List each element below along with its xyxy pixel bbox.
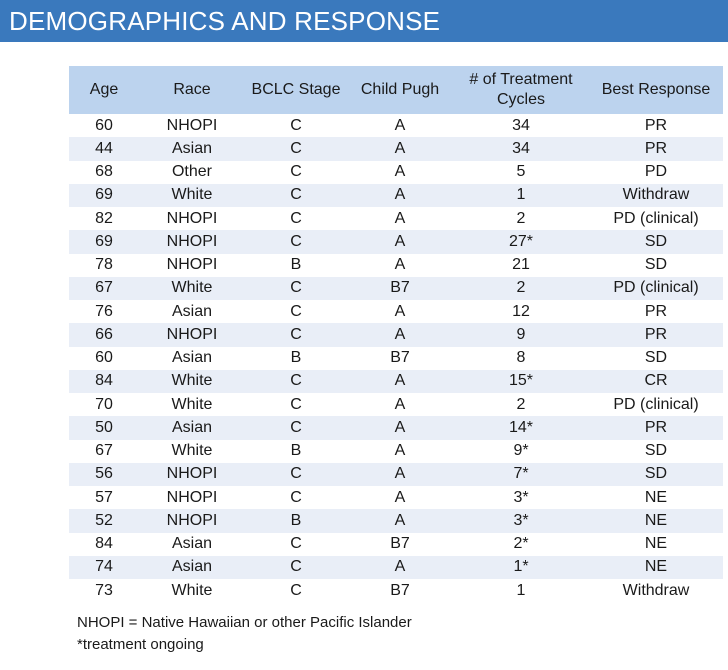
cell-age: 70: [95, 395, 113, 413]
cell-child-pugh: A: [347, 137, 453, 160]
cell-bclc-stage: C: [290, 302, 302, 320]
cell-race: Asian: [171, 349, 213, 367]
cell-bclc-stage: C: [245, 370, 347, 393]
table-row: [69, 370, 723, 393]
cell-age: 84: [95, 535, 113, 553]
cell-child-pugh: A: [394, 488, 406, 506]
column-header-bclc-stage: BCLC Stage: [245, 66, 347, 114]
cell-best-response: SD: [589, 463, 723, 486]
cell-best-response: PR: [589, 416, 723, 439]
cell-best-response: PD: [644, 163, 668, 181]
cell-race: NHOPI: [139, 509, 245, 532]
cell-bclc-stage: C: [245, 230, 347, 253]
cell-age: 73: [95, 581, 113, 599]
table-row: [69, 416, 723, 439]
column-header-best-response: Best Response: [589, 66, 723, 114]
cell-child-pugh: A: [347, 230, 453, 253]
cell-age: 84: [69, 370, 139, 393]
table-row: [69, 277, 723, 300]
cell-age: 66: [69, 323, 139, 346]
cell-child-pugh: A: [347, 509, 453, 532]
cell-race: Asian: [171, 535, 213, 553]
page-title: DEMOGRAPHICS AND RESPONSE: [0, 0, 728, 42]
cell-best-response: CR: [589, 370, 723, 393]
cell-child-pugh: A: [347, 556, 453, 579]
cell-treatment-cycles: 12: [512, 302, 530, 320]
cell-age: 68: [95, 163, 113, 181]
cell-race: Asian: [139, 416, 245, 439]
cell-best-response: PR: [644, 302, 668, 320]
table-row: [69, 486, 723, 509]
column-header-race: Race: [139, 66, 245, 114]
cell-treatment-cycles: 21: [512, 256, 530, 274]
cell-treatment-cycles: 1*: [453, 556, 589, 579]
cell-race: NHOPI: [166, 116, 218, 134]
cell-age: 69: [69, 230, 139, 253]
cell-best-response: SD: [644, 442, 668, 460]
cell-treatment-cycles: 15*: [453, 370, 589, 393]
footnotes: [77, 612, 412, 656]
cell-race: White: [171, 442, 213, 460]
cell-age: 56: [69, 463, 139, 486]
table-row: [69, 579, 723, 602]
cell-best-response: PR: [589, 137, 723, 160]
table-row: [69, 463, 723, 486]
cell-child-pugh: A: [394, 302, 406, 320]
cell-age: 67: [95, 442, 113, 460]
cell-age: 76: [95, 302, 113, 320]
cell-best-response: PD (clinical): [613, 209, 699, 227]
table-row: [69, 230, 723, 253]
demographics-table: [69, 66, 723, 602]
cell-bclc-stage: C: [290, 209, 302, 227]
cell-race: NHOPI: [139, 323, 245, 346]
column-header-treatment-cycles: # of Treatment Cycles: [453, 66, 589, 114]
cell-treatment-cycles: 3*: [513, 488, 529, 506]
cell-best-response: NE: [644, 535, 668, 553]
table-row: [69, 323, 723, 346]
column-header-age: Age: [69, 66, 139, 114]
cell-age: 60: [95, 349, 113, 367]
cell-child-pugh: B7: [390, 349, 410, 367]
table-row: [69, 254, 723, 277]
table-row: [69, 347, 723, 370]
cell-bclc-stage: C: [245, 323, 347, 346]
cell-bclc-stage: C: [290, 488, 302, 506]
cell-race: NHOPI: [139, 463, 245, 486]
cell-child-pugh: A: [347, 463, 453, 486]
cell-age: 82: [95, 209, 113, 227]
cell-child-pugh: A: [347, 323, 453, 346]
cell-race: NHOPI: [139, 230, 245, 253]
cell-age: 78: [95, 256, 113, 274]
cell-race: Asian: [171, 302, 213, 320]
cell-race: NHOPI: [166, 209, 218, 227]
cell-best-response: Withdraw: [622, 581, 690, 599]
cell-bclc-stage: C: [290, 581, 302, 599]
cell-treatment-cycles: 1: [516, 581, 526, 599]
table-row: [69, 137, 723, 160]
cell-treatment-cycles: 2*: [513, 535, 529, 553]
cell-bclc-stage: C: [245, 277, 347, 300]
table-row: [69, 393, 723, 416]
cell-race: Other: [171, 163, 212, 181]
cell-best-response: SD: [644, 256, 668, 274]
cell-age: 52: [69, 509, 139, 532]
footnote-ongoing: *treatment ongoing: [77, 636, 204, 653]
cell-bclc-stage: C: [245, 556, 347, 579]
cell-bclc-stage: C: [245, 463, 347, 486]
cell-age: 50: [69, 416, 139, 439]
cell-age: 57: [95, 488, 113, 506]
cell-treatment-cycles: 2: [516, 209, 526, 227]
cell-bclc-stage: C: [290, 535, 302, 553]
cell-best-response: PD (clinical): [613, 395, 699, 413]
cell-bclc-stage: B: [245, 509, 347, 532]
cell-race: White: [171, 395, 213, 413]
cell-race: Asian: [139, 137, 245, 160]
cell-bclc-stage: C: [245, 184, 347, 207]
table-row: [69, 440, 723, 463]
cell-child-pugh: A: [347, 370, 453, 393]
cell-best-response: SD: [589, 230, 723, 253]
cell-treatment-cycles: 5: [516, 163, 526, 181]
cell-treatment-cycles: 9: [453, 323, 589, 346]
cell-bclc-stage: B: [290, 442, 302, 460]
column-header-child-pugh: Child Pugh: [347, 66, 453, 114]
cell-race: White: [139, 184, 245, 207]
cell-child-pugh: A: [394, 163, 406, 181]
cell-treatment-cycles: 7*: [453, 463, 589, 486]
cell-treatment-cycles: 2: [453, 277, 589, 300]
table-body: [69, 114, 723, 602]
cell-treatment-cycles: 8: [516, 349, 526, 367]
cell-child-pugh: A: [394, 256, 406, 274]
cell-age: 67: [69, 277, 139, 300]
cell-best-response: NE: [644, 488, 668, 506]
cell-bclc-stage: C: [290, 395, 302, 413]
cell-best-response: PD (clinical): [589, 277, 723, 300]
table-row: [69, 509, 723, 532]
table-row: [69, 161, 723, 184]
cell-bclc-stage: B: [290, 349, 302, 367]
cell-race: White: [139, 370, 245, 393]
table-row: [69, 184, 723, 207]
cell-race: NHOPI: [166, 256, 218, 274]
cell-age: 60: [95, 116, 113, 134]
cell-bclc-stage: C: [245, 137, 347, 160]
cell-race: NHOPI: [166, 488, 218, 506]
cell-age: 69: [69, 184, 139, 207]
cell-treatment-cycles: 3*: [453, 509, 589, 532]
table-row: [69, 207, 723, 230]
cell-age: 44: [69, 137, 139, 160]
cell-race: White: [139, 277, 245, 300]
cell-best-response: PR: [589, 323, 723, 346]
table-row: [69, 556, 723, 579]
cell-best-response: SD: [644, 349, 668, 367]
cell-child-pugh: A: [394, 116, 406, 134]
cell-child-pugh: B7: [390, 581, 410, 599]
cell-bclc-stage: C: [290, 163, 302, 181]
cell-best-response: Withdraw: [589, 184, 723, 207]
footnote-nhopi: NHOPI = Native Hawaiian or other Pacific Islander: [77, 614, 412, 631]
cell-treatment-cycles: 34: [512, 116, 530, 134]
cell-treatment-cycles: 27*: [453, 230, 589, 253]
cell-bclc-stage: C: [290, 116, 302, 134]
table-row: [69, 114, 723, 137]
cell-age: 74: [69, 556, 139, 579]
table-row: [69, 300, 723, 323]
cell-child-pugh: A: [347, 184, 453, 207]
cell-race: Asian: [139, 556, 245, 579]
cell-child-pugh: A: [347, 416, 453, 439]
cell-best-response: NE: [589, 556, 723, 579]
cell-child-pugh: A: [394, 442, 406, 460]
cell-child-pugh: B7: [347, 277, 453, 300]
cell-treatment-cycles: 2: [516, 395, 526, 413]
cell-treatment-cycles: 1: [453, 184, 589, 207]
cell-bclc-stage: B: [290, 256, 302, 274]
cell-child-pugh: B7: [390, 535, 410, 553]
cell-treatment-cycles: 14*: [453, 416, 589, 439]
cell-treatment-cycles: 34: [453, 137, 589, 160]
cell-treatment-cycles: 9*: [513, 442, 529, 460]
cell-race: White: [171, 581, 213, 599]
cell-best-response: NE: [589, 509, 723, 532]
cell-child-pugh: A: [394, 395, 406, 413]
table-header-row: [69, 66, 723, 114]
cell-bclc-stage: C: [245, 416, 347, 439]
cell-best-response: PR: [644, 116, 668, 134]
table-row: [69, 533, 723, 556]
cell-child-pugh: A: [394, 209, 406, 227]
